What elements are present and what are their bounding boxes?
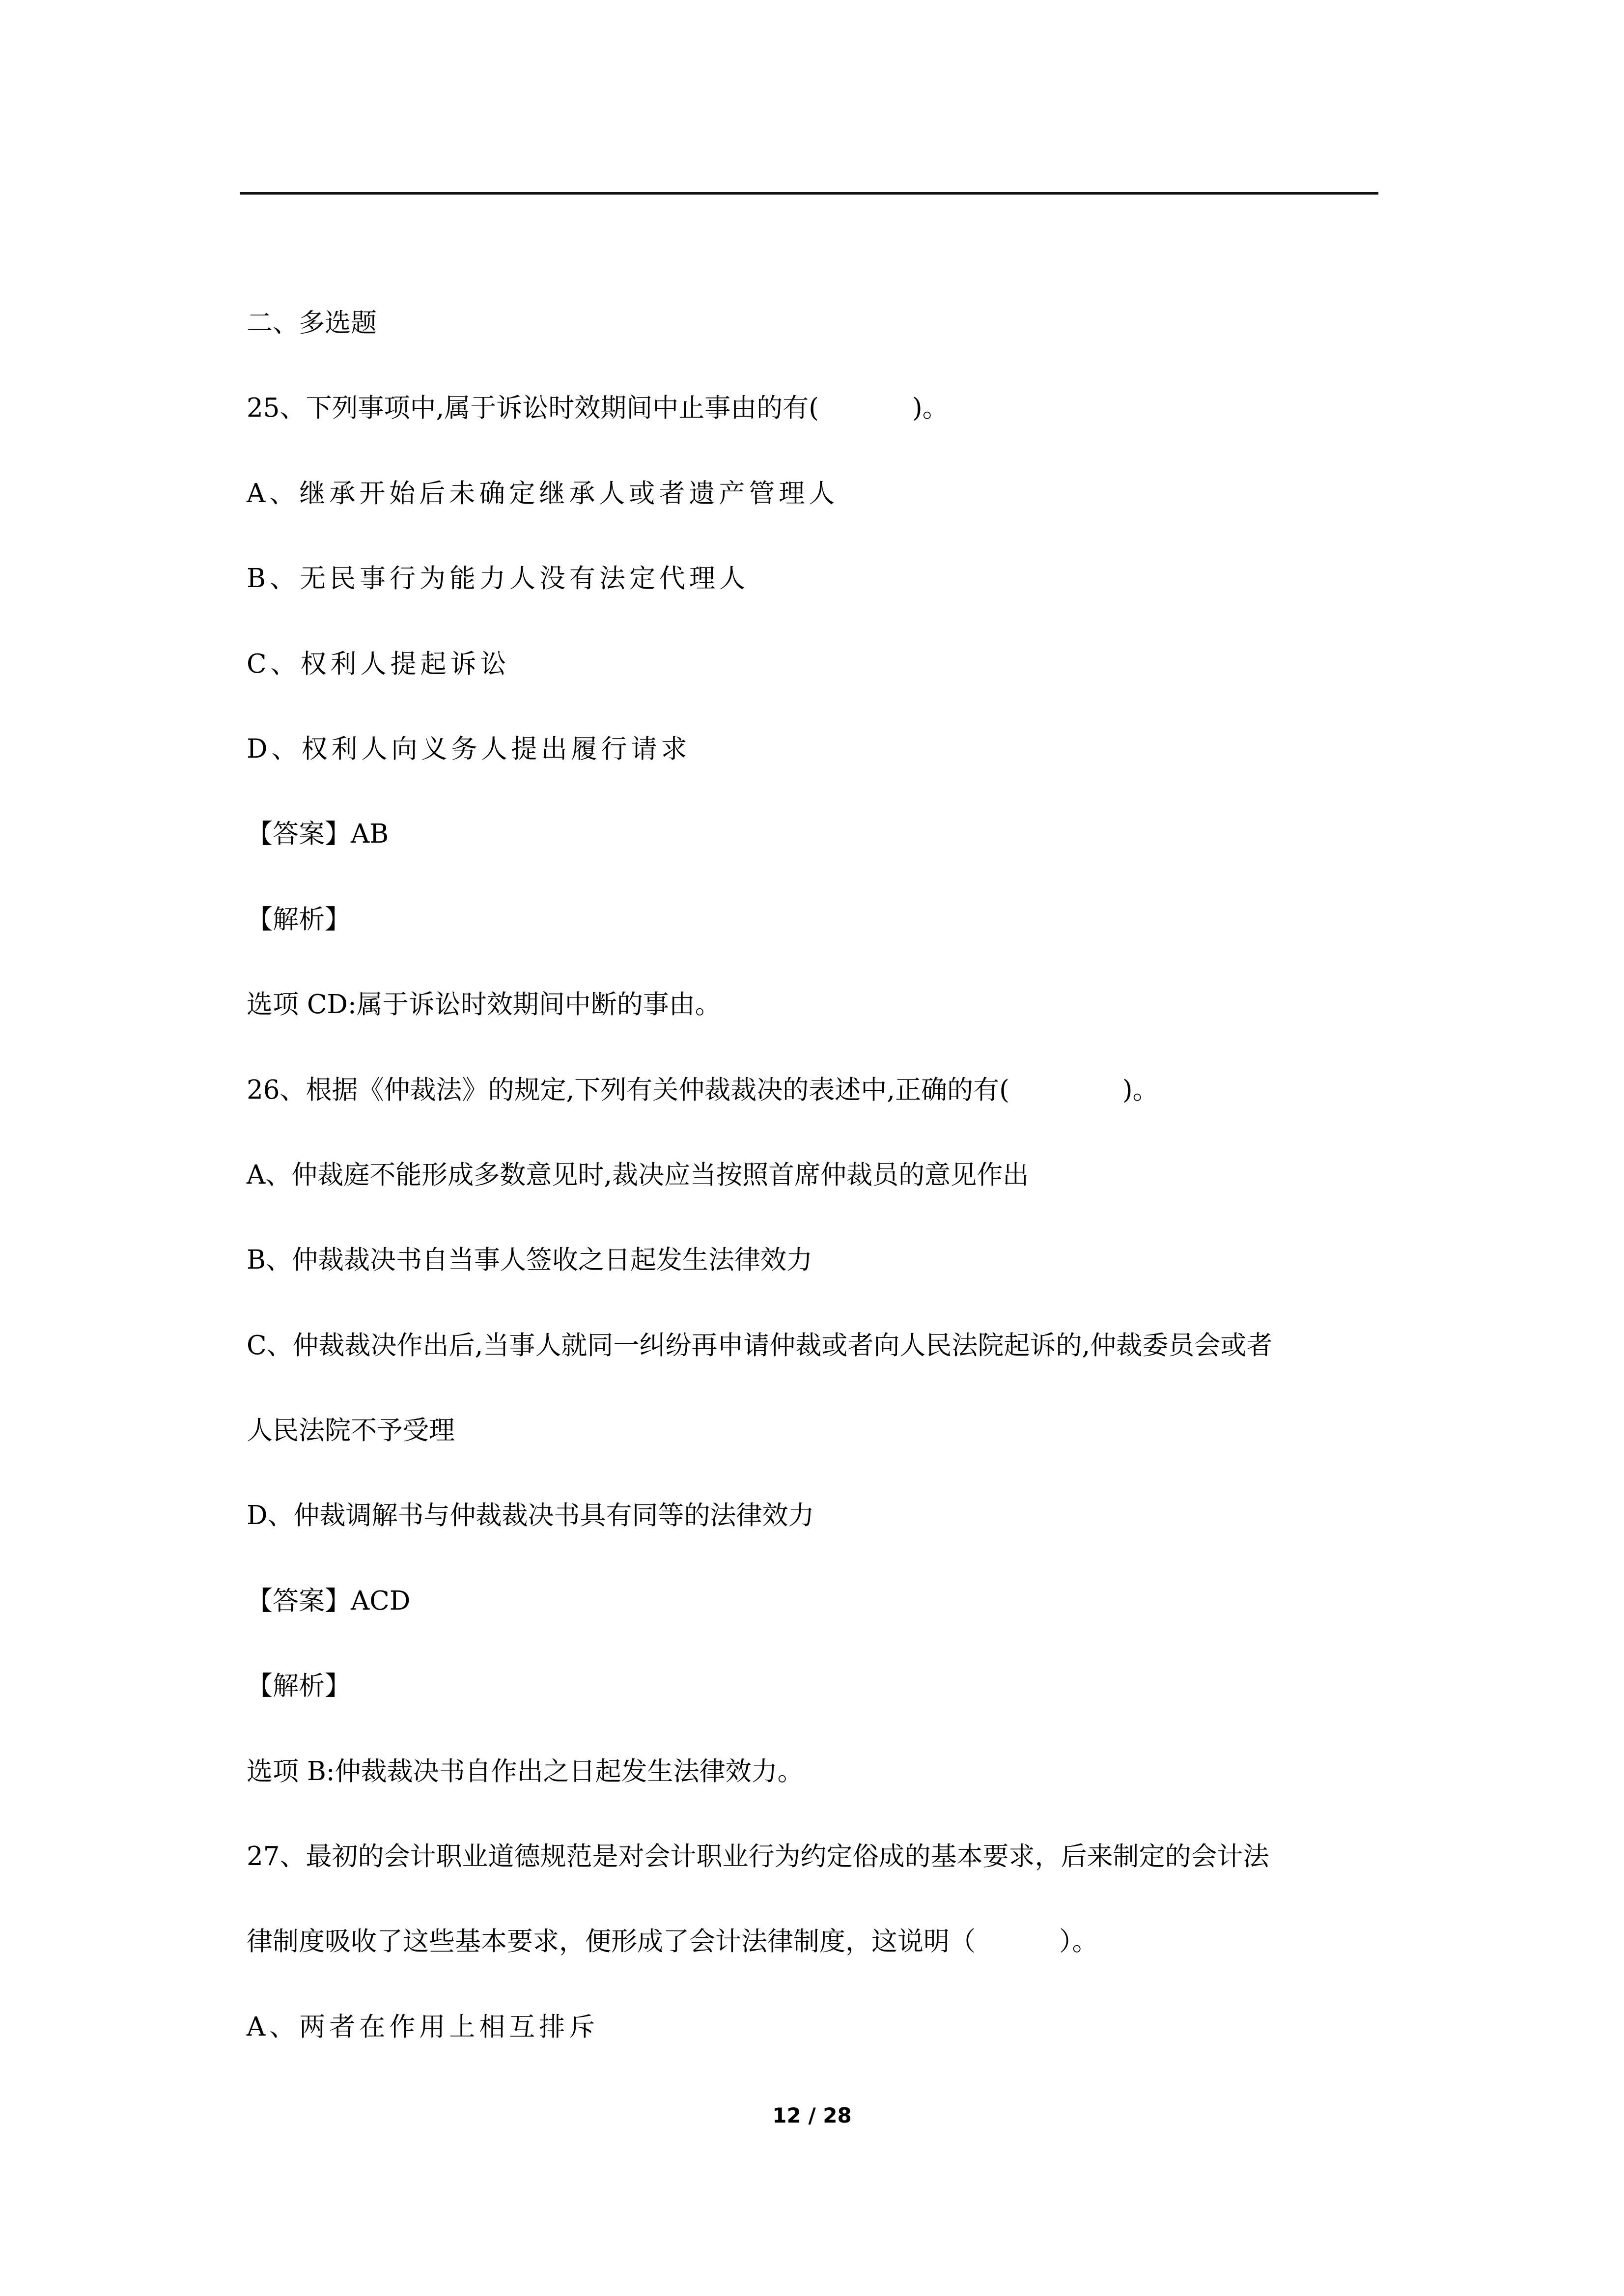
question-25-analysis: 选项 CD:属于诉讼时效期间中断的事由。 (247, 990, 721, 1020)
question-stem-text: 26、根据《仲裁法》的规定,下列有关仲裁裁决的表述中,正确的有( (247, 1075, 1009, 1105)
page-number: 12 / 28 (772, 2103, 852, 2127)
document-body (247, 301, 1381, 2090)
question-26-stem (247, 1068, 1381, 1153)
question-26-option-d: D、仲裁调解书与仲裁裁决书具有同等的法律效力 (247, 1501, 814, 1531)
question-25-stem (247, 386, 1381, 471)
question-stem-end: ）。 (1059, 1927, 1098, 1957)
question-25-analysis-label: 【解析】 (247, 904, 351, 935)
question-25-option-a: A、继承开始后未确定继承人或者遗产管理人 (247, 478, 839, 509)
question-26-option-a: A、仲裁庭不能形成多数意见时,裁决应当按照首席仲裁员的意见作出 (247, 1160, 1029, 1190)
question-26-analysis: 选项 B:仲裁裁决书自作出之日起发生法律效力。 (247, 1756, 804, 1786)
question-26-analysis-label: 【解析】 (247, 1671, 351, 1701)
question-stem-text: 25、下列事项中,属于诉讼时效期间中止事由的有( (247, 393, 819, 424)
question-stem-text: 律制度吸收了这些基本要求，便形成了会计法律制度，这说明（ (247, 1927, 976, 1957)
question-25-option-c: C、权利人提起诉讼 (247, 649, 510, 679)
question-27-stem-line1: 27、最初的会计职业道德规范是对会计职业行为约定俗成的基本要求，后来制定的会计法 (247, 1842, 1269, 1872)
question-27-stem-line2 (247, 1919, 1381, 2004)
question-stem-end: )。 (912, 393, 949, 424)
question-25-option-d: D、权利人向义务人提出履行请求 (247, 734, 691, 764)
section-heading: 二、多选题 (247, 308, 377, 338)
question-26-option-c: C、仲裁裁决作出后,当事人就同一纠纷再申请仲裁或者向人民法院起诉的,仲裁委员会或者 (247, 1330, 1273, 1361)
question-25-answer: 【答案】AB (247, 819, 389, 850)
question-26-option-b: B、仲裁裁决书自当事人签收之日起发生法律效力 (247, 1245, 812, 1276)
question-25-option-b: B、无民事行为能力人没有法定代理人 (247, 564, 749, 594)
question-stem-end: )。 (1122, 1075, 1159, 1105)
question-27-option-a: A、两者在作用上相互排斥 (247, 2012, 599, 2042)
question-26-answer: 【答案】ACD (247, 1586, 411, 1616)
header-rule (240, 192, 1378, 195)
question-26-option-c-continuation: 人民法院不予受理 (247, 1416, 455, 1446)
